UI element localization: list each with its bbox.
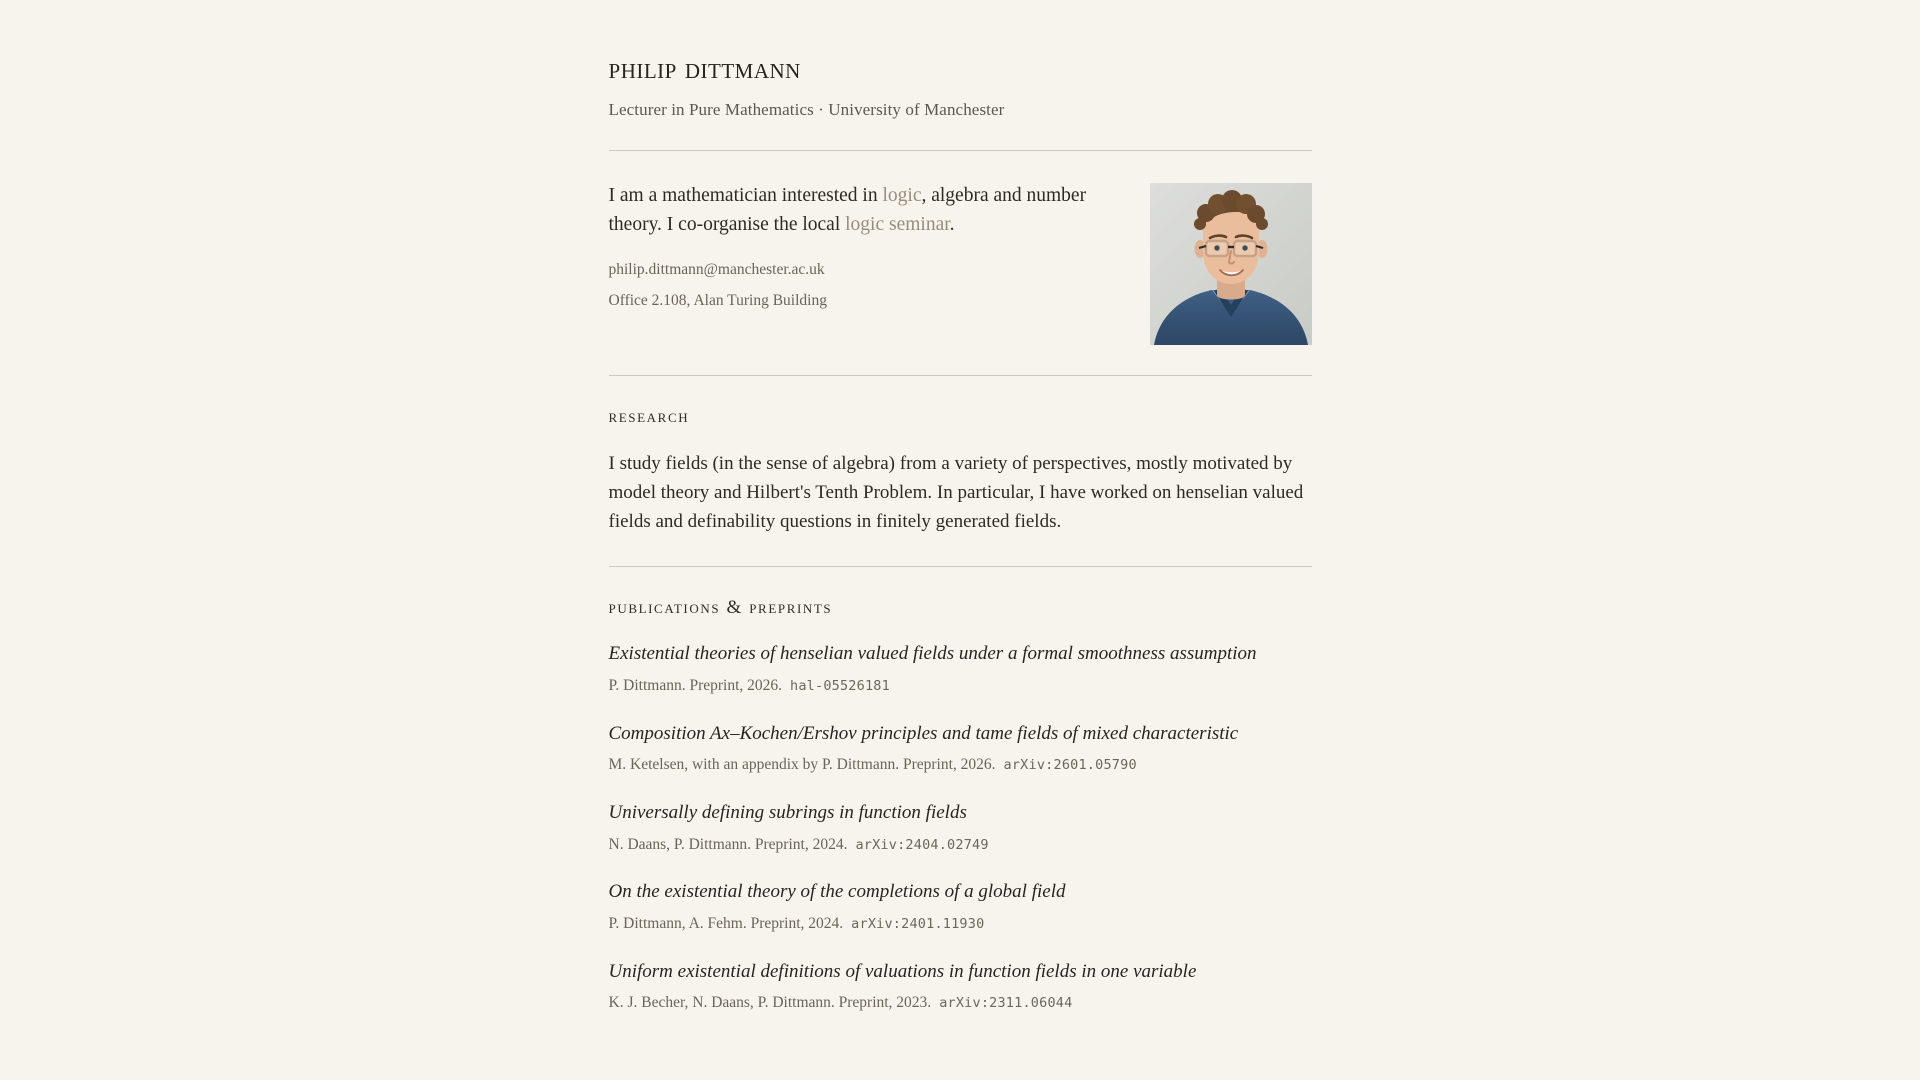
publication-identifier[interactable]: arXiv:2404.02749 [855,836,989,853]
intro-text-3: . [949,214,955,236]
publication-item [609,641,1312,696]
content-container [609,0,1312,1014]
publication-item [609,959,1312,1014]
intro-text-block [609,181,1119,313]
publication-identifier[interactable]: arXiv:2601.05790 [1003,757,1137,774]
publication-identifier[interactable]: arXiv:2401.11930 [851,916,985,933]
page-tagline: Lecturer in Pure Mathematics · University of Manchester [608,100,1005,119]
intro-section [609,151,1312,375]
intro-text-1: I am a mathematician interested in [608,184,883,206]
publication-title[interactable]: Composition Ax–Kochen/Ershov principles and tame fields of mixed characteristic [608,722,1239,744]
publication-meta [609,834,1312,856]
publication-list [609,641,1312,1014]
publication-authors: M. Ketelsen, with an appendix by P. Dittmann. Preprint, 2026. [608,756,996,774]
intro-text-2: , algebra and number theory. I co-organise the local [608,184,1087,236]
publications-section [609,567,1312,1014]
portrait-photo [1150,183,1312,345]
office-address: Office 2.108, Alan Turing Building [608,292,827,310]
publication-meta [609,675,1312,697]
publication-meta [609,913,1312,935]
publication-item [609,721,1312,776]
logic-link[interactable]: logic [882,184,922,206]
publication-authors: P. Dittmann, A. Fehm. Preprint, 2024. [608,915,844,933]
publication-identifier[interactable]: hal-05526181 [790,678,890,695]
publication-title[interactable]: Existential theories of henselian valued fields under a formal smoothness assumption [608,643,1257,665]
publication-title[interactable]: On the existential theory of the completions of a global field [608,881,1066,903]
publication-meta [609,754,1312,776]
logic-seminar-link[interactable]: logic seminar [845,214,950,236]
intro-paragraph [609,181,1119,240]
publication-meta [609,992,1312,1014]
publication-authors: P. Dittmann. Preprint, 2026. [608,677,783,695]
publications-heading: publications & preprints [608,597,833,619]
publication-item [609,879,1312,934]
portrait-illustration [1150,183,1312,345]
research-heading: research [608,405,690,427]
publication-identifier[interactable]: arXiv:2311.06044 [939,995,1073,1012]
email-address[interactable]: philip.dittmann@manchester.ac.uk [608,261,825,279]
page-title: philip dittmann [608,52,801,85]
publication-authors: N. Daans, P. Dittmann. Preprint, 2024. [608,835,848,853]
publication-title[interactable]: Uniform existential definitions of valuations in function fields in one variable [608,960,1197,982]
research-paragraph: I study fields (in the sense of algebra) from a variety of perspectives, mostly motivated by model theory and Hilbert's Tenth Problem. In particular, I have worked on henselian valued fields and definability questions in finitely generated fields. [608,452,1304,532]
research-section [609,376,1312,567]
publication-authors: K. J. Becher, N. Daans, P. Dittmann. Preprint, 2023. [608,994,932,1012]
publication-title[interactable]: Universally defining subrings in function fields [608,802,967,824]
publication-item [609,800,1312,855]
